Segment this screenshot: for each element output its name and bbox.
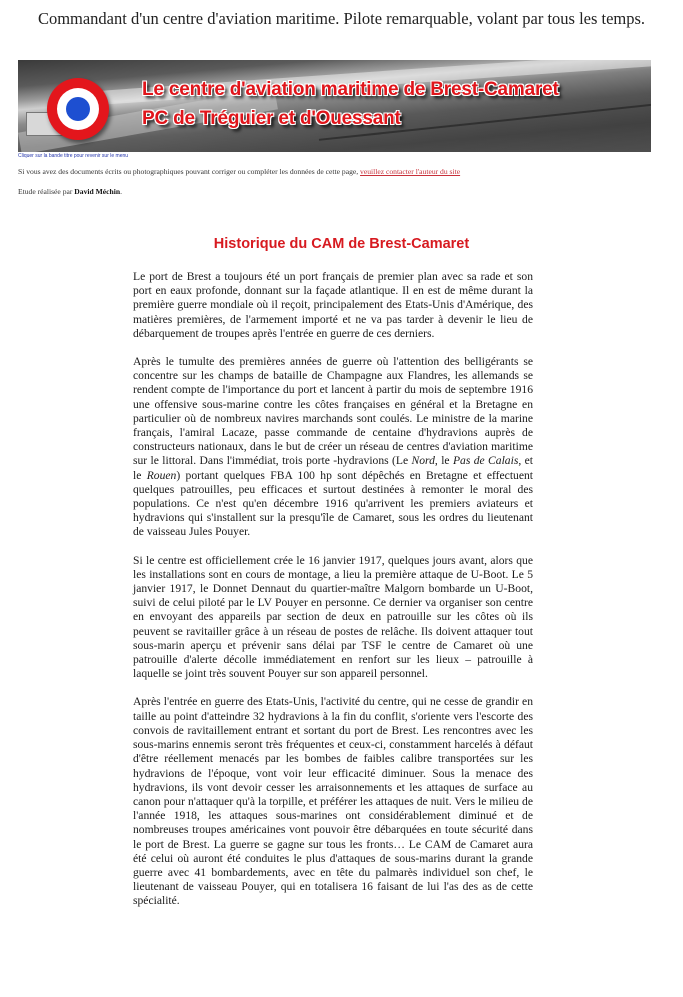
article-body <box>133 270 533 923</box>
author-name: David Méchin <box>74 187 121 196</box>
ship-name: Nord <box>411 454 435 468</box>
article-paragraph-4: Après l'entrée en guerre des Etats-Unis, l'activité du centre, qui ne cesse de grandir en taille au point d'atteindre 32 hydravions à la fin du conflit, s'oriente vers l'escorte des convois de ravitaillement entrant et sortant du port de Brest. Les rencontres avec les sous-marins ennemis seront très fréquentes et ceux-ci, constamment harcelés à défaut d'être réellement menacés par les bombes de faibles calibre transportées sur les hydravions de l'époque, vont voir leur efficacité diminuer. Sous la menace des hydravions, ils vont devoir cesser les arraisonnements et les attaques de surface au canon pour n'attaquer qu'à la torpille, et préférer les attaques de nuit. Vers le milieu de l'année 1918, les attaques sous-marines ont considérablement diminué et de nombreuses troupes américaines vont pouvoir être débarquées en toute sécurité dans le port de Brest. La guerre se gagne sur tous les fronts… Le CAM de Camaret aura été celui où auront été conduites le plus d'attaques de sous-marins durant la grande guerre avec 41 bombardements, avec en tête du palmarès individuel son chef, le lieutenant de vaisseau Pouyer, qui en totalisera 16 faisant de lui l'as des as de cette spécialité. <box>133 695 533 908</box>
french-cockade-icon <box>47 78 109 140</box>
author-credit <box>18 187 122 196</box>
text-run: , le <box>434 454 453 468</box>
back-to-menu-link[interactable]: Cliquer sur la bande titre pour revenir sur le menu <box>18 153 129 159</box>
article-paragraph-3: Si le centre est officiellement crée le 16 janvier 1917, quelques jours avant, alors que les installations sont en cours de montage, a lieu la première attaque de U-Boot. Le 5 janvier 1917, le Donnet Dennaut du quartier-maître Malgorn bombarde un U-Boot, suivi de celui piloté par le LV Pouyer en personne. Ce dernier va organiser son centre en envoyant des appareils par section de deux en patrouille sur les côtes où ils peuvent se ravitailler grâce à un réseau de postes de relâche. Ils doivent attaquer tout sous-marin aperçu et prévenir sans délai par TSF le centre de Camaret où une patrouille d'alerte décolle immédiatement en renfort sur les lieux – patrouille à laquelle se joint très souvent Pouyer sur son appareil personnel. <box>133 553 533 681</box>
author-suffix: . <box>120 187 122 196</box>
ship-name: Rouen <box>146 468 177 482</box>
text-run: ) portant quelques FBA 100 hp sont dépêchés en Bretagne et effectuent quelques patrouilles, peu efficaces et surtout destinées à remonter le moral des populations. Ce n'est qu'en décembre 1916 qu'arrivent les premiers aviateurs et hydravions qui s'installent sur la presqu'île de Camaret, sous les ordres du lieutenant de vaisseau Jules Pouyer. <box>133 468 534 539</box>
contribution-text: Si vous avez des documents écrits ou photographiques pouvant corriger ou compléter les données de cette page, <box>18 167 361 176</box>
banner-title-line1: Le centre d'aviation maritime de Brest-Camaret <box>142 79 559 100</box>
contact-author-link[interactable]: veuillez contacter l'auteur du site <box>360 167 461 176</box>
page-subtitle: Commandant d'un centre d'aviation maritime. Pilote remarquable, volant par tous les temps. <box>37 9 646 28</box>
author-prefix: Etude réalisée par <box>18 187 75 196</box>
cockade-blue-center <box>66 97 90 121</box>
article-paragraph-1: Le port de Brest a toujours été un port français de premier plan avec sa rade et son port en eaux profonde, donnant sur la façade atlantique. Il en est de même durant la première guerre mondiale où il reçoit, principalement des Etats-Unis d'Amérique, des matières premières, de l'armement importé et ne va pas tarder à devenir le lieu de débarquement de troupes après l'entrée en guerre de ces derniers. <box>133 270 533 340</box>
contribution-note <box>18 167 460 176</box>
article-paragraph-2 <box>133 355 533 540</box>
banner-title-line2: PC de Tréguier et d'Ouessant <box>142 108 401 129</box>
title-banner[interactable] <box>18 60 651 152</box>
article-title: Historique du CAM de Brest-Camaret <box>213 236 470 252</box>
cockade-white-ring <box>57 88 99 130</box>
ship-name: Pas de Calais <box>452 454 519 468</box>
text-run: Après le tumulte des premières années de guerre où l'attention des belligérants se concentre sur les champs de bataille de Champagne aux Flandres, les allemands se rendent compte de l'importance du port et lancent à partir du mois de septembre 1916 une offensive sous-marine contre les côtes françaises en général et la Bretagne en particulier où de nombreux navires marchands sont coulés. Le ministre de la marine français, l'amiral Lacaze, passe commande de centaine d'hydravions auprès de constructeurs nationaux, dans le but de créer un réseau de centres d'aviation maritime sur le littoral. Dans l'immédiat, trois porte -hydravions (Le <box>133 355 533 468</box>
text-run: , et le <box>133 454 533 482</box>
